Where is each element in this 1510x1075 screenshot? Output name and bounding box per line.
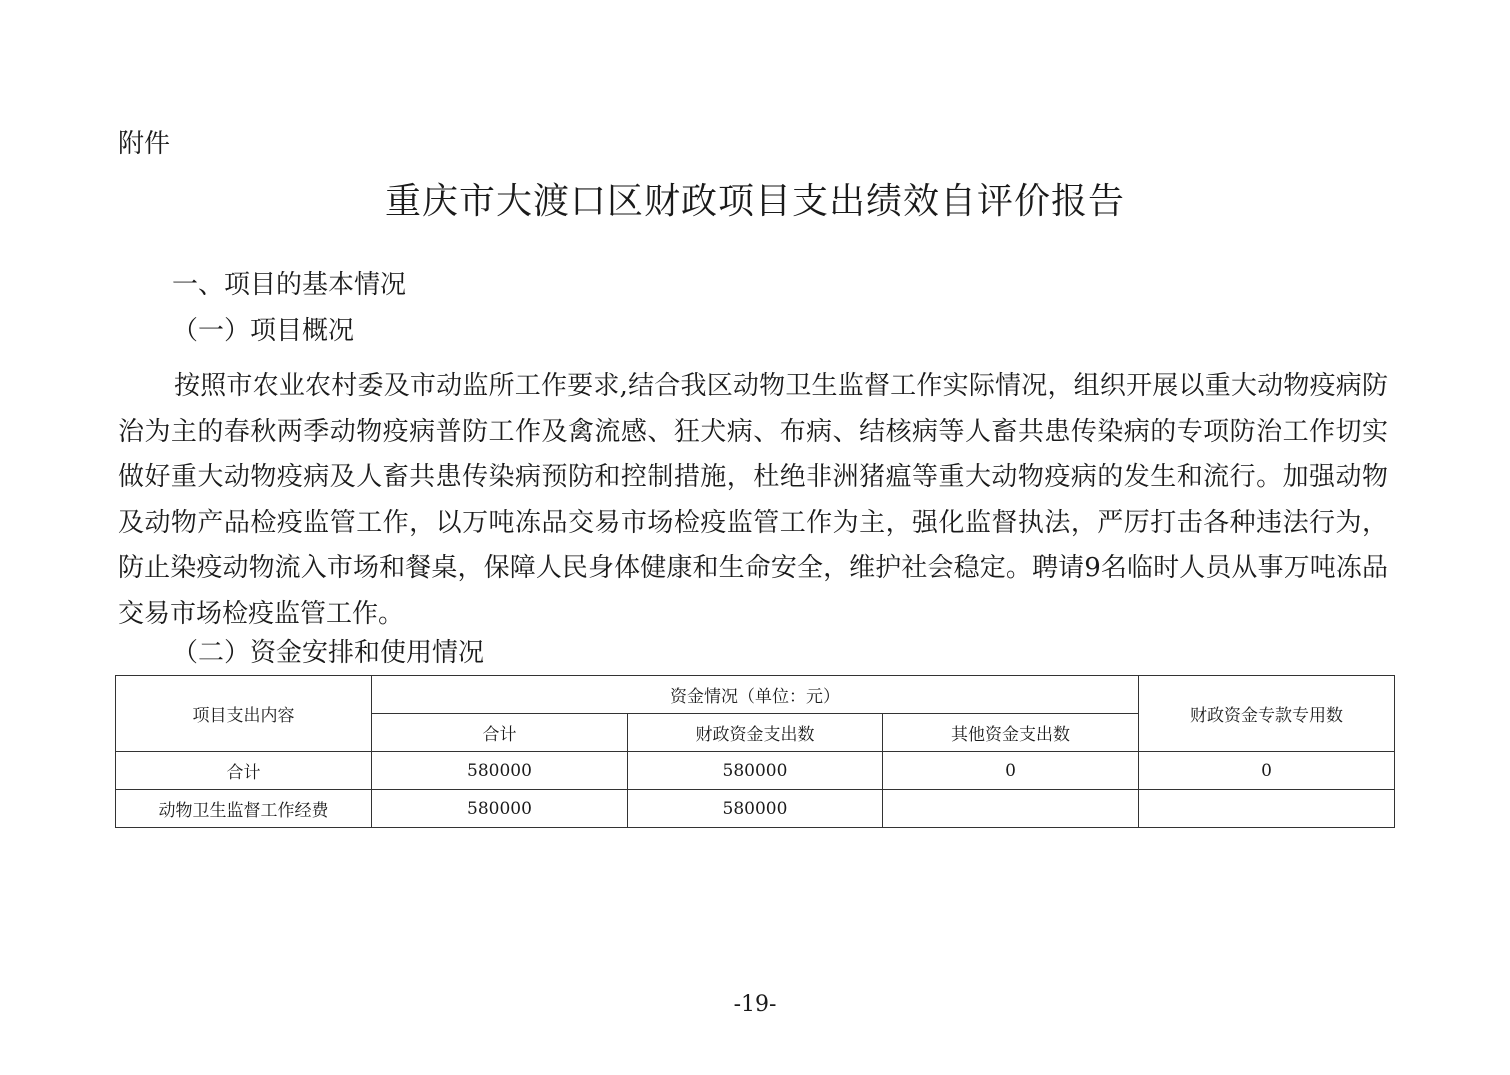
header-special: 财政资金专款专用数 — [1139, 676, 1395, 752]
report-title: 重庆市大渡口区财政项目支出绩效自评价报告 — [384, 181, 1125, 222]
cell-item: 合计 — [116, 752, 372, 790]
cell-other — [883, 790, 1139, 828]
header-total: 合计 — [372, 714, 628, 752]
overview-paragraph: 按照市农业农村委及市动监所工作要求,结合我区动物卫生监督工作实际情况，组织开展以重大动物疫病防治为主的春秋两季动物疫病普防工作及禽流感、狂犬病、布病、结核病等人畜共患传染病的专项防治工作切实做好重大动物疫病及人畜共患传染病预防和控制措施，杜绝非洲猪瘟等重大动物疫病的发生和流行。加强动物及动物产品检疫监管工作，以万吨冻品交易市场检疫监管工作为主，强化监督执法，严厉打击各种违法行为，防止染疫动物流入市场和餐桌，保障人民身体健康和生命安全，维护社会稳定。聘请9名临时人员从事万吨冻品交易市场检疫监管工作。 — [118, 371, 1388, 629]
subsection-heading-funding: （二）资金安排和使用情况 — [172, 638, 485, 668]
cell-item: 动物卫生监督工作经费 — [116, 790, 372, 828]
cell-total: 580000 — [372, 752, 628, 790]
subsection-heading-overview: （一）项目概况 — [172, 316, 355, 346]
header-fiscal: 财政资金支出数 — [628, 714, 883, 752]
section-heading-basic-info: 一、项目的基本情况 — [172, 270, 407, 300]
attachment-label: 附件 — [118, 129, 171, 159]
cell-total: 580000 — [372, 790, 628, 828]
cell-special: 0 — [1139, 752, 1395, 790]
cell-fiscal: 580000 — [628, 752, 883, 790]
cell-fiscal: 580000 — [628, 790, 883, 828]
header-item: 项目支出内容 — [116, 676, 372, 752]
page-number: -19- — [733, 992, 777, 1017]
funding-table — [115, 675, 1395, 828]
table-header-row — [116, 676, 1395, 714]
cell-other: 0 — [883, 752, 1139, 790]
table-row — [116, 752, 1395, 790]
cell-special — [1139, 790, 1395, 828]
header-fund-group: 资金情况（单位：元） — [372, 676, 1139, 714]
header-other: 其他资金支出数 — [883, 714, 1139, 752]
table-row — [116, 790, 1395, 828]
